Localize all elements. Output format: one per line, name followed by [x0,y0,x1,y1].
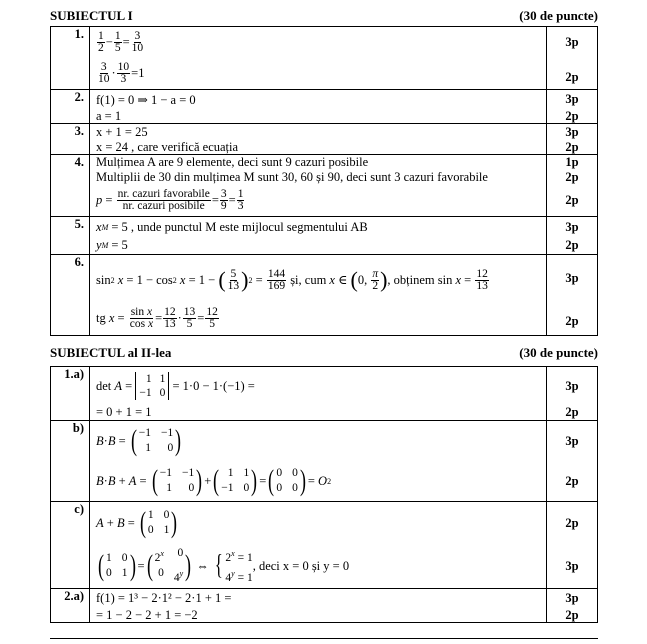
solution-line: , unde punctul M este mijlocul segmentului AB [130,219,368,234]
table-row [51,589,598,623]
solution-line: = 0 + 1 = 1 [96,405,152,419]
solution-line: = 1 − 2 − 2 + 1 = −2 [96,607,198,622]
section-1-header [50,8,598,24]
points: 2p [565,193,579,207]
item-number: b) [51,421,90,502]
solution-line: f(1) = 1³ − 2·1² − 2·1 + 1 = [96,591,232,605]
table-row: 6. sin 2 x = 1 − cos 2 x = 1 − ( $\frac{5}{13}$ ) 2 = $\frac{144}{169}$ și, cum x ∈ ( 0, $\frac{\pi}{2}$ ) , obținem sin x = $\frac{12}{13}$ tg x = $\frac{\text{sin x}}{\text{cos x}}$ = $\frac{12}{13}$ · $\frac{13}{5}$ = $\frac{12}{5}$ 3p 2p [51,255,598,336]
solution-line: x = 24 , care verifică ecuația [96,139,239,154]
solution-line: Mulțimea A are 9 elemente, deci sunt 9 cazuri posibile [96,155,369,169]
points: 3p [565,379,579,393]
points: 2p [565,70,579,84]
table-row: 5. x M = 5 , unde punctul M este mijlocul segmentului AB y M = 5 3p 2p [51,217,598,255]
points: 3p [565,125,579,139]
points: 2p [565,109,579,123]
table-row: b) B · B = ( −1 −1 1 0 ) B · B + A = ( −1 −1 1 0 ) + ( 1 1 −1 0 ) = ( 0 0 0 0 ) = O 2 3p 2p [51,421,598,502]
points: 3p [565,559,579,573]
table-row: 1.a) det A = 1 1 −1 0 = 1·0 − 1·(−1) = = 0 + 1 = 1 3p 2p [51,367,598,421]
points: 3p [565,220,579,234]
table-row: 4. Mulțimea A are 9 elemente, deci sunt 9 cazuri posibile Multiplii de 30 din mulțimea M sunt 30, 60 și 90, deci sunt 3 cazuri favorabile p = $\frac{\text{nr. cazuri favorabile}}{\text{nr. cazuri posibile}}$ = $\frac{3}{9}$ = $\frac{1}{3}$ 1p 2p 2p [51,155,598,217]
item-number: 1. [51,27,90,90]
item-number: c) [51,502,90,589]
item-number: 5. [51,217,90,255]
points: 2p [565,516,579,530]
section-1-title: SUBIECTUL I [50,8,133,23]
section-2-points: (30 de puncte) [519,345,598,360]
points: 3p [565,92,579,106]
item-number: 3. [51,124,90,155]
table-row: 1. $\frac{1}{2}$ − $\frac{1}{5}$ = $\frac{3}{10}$ $\frac{3}{10}$ · $\frac{10}{3}$ =1 3p 2p [51,27,598,90]
section-2-title: SUBIECTUL al II-lea [50,345,172,360]
table-row: c) A + B = ( 1 0 0 1 ) ( 1 0 0 1 ) = ( 2$^x$ 0 0 4$^y$ ) ⇔ { $2^x = 1$ $4^y = 1$ , deci x = 0 și y = 0 2p 3p [51,502,598,589]
points: 3p [565,35,579,49]
points: 2p [565,314,579,328]
points: 2p [565,474,579,488]
item-number: 6. [51,255,90,336]
points: 3p [565,591,579,605]
section-2-table [50,366,598,623]
table-row [51,90,598,124]
points: 2p [565,170,579,184]
bottom-rule [50,638,598,639]
item-number: 2.a) [51,589,90,623]
section-2-header [50,345,598,361]
solution-line: x + 1 = 25 [96,124,148,139]
points: 3p [565,271,579,285]
table-row [51,124,598,155]
points: 2p [565,238,579,252]
points: 1p [565,155,579,169]
item-number: 2. [51,90,90,124]
solution-line: Multiplii de 30 din mulțimea M sunt 30, 60 și 90, deci sunt 3 cazuri favorabile [96,170,488,184]
points: 3p [565,434,579,448]
solution-line: a = 1 [96,108,122,123]
points: 2p [565,608,579,622]
item-number: 1.a) [51,367,90,421]
points: 2p [565,140,579,154]
section-1-points: (30 de puncte) [519,8,598,23]
solution-line: f(1) = 0 ⇒ 1 − a = 0 [96,92,196,107]
points: 2p [565,405,579,419]
solution-line: , deci x = 0 și y = 0 [252,558,350,573]
item-number: 4. [51,155,90,217]
section-1-table [50,26,598,336]
